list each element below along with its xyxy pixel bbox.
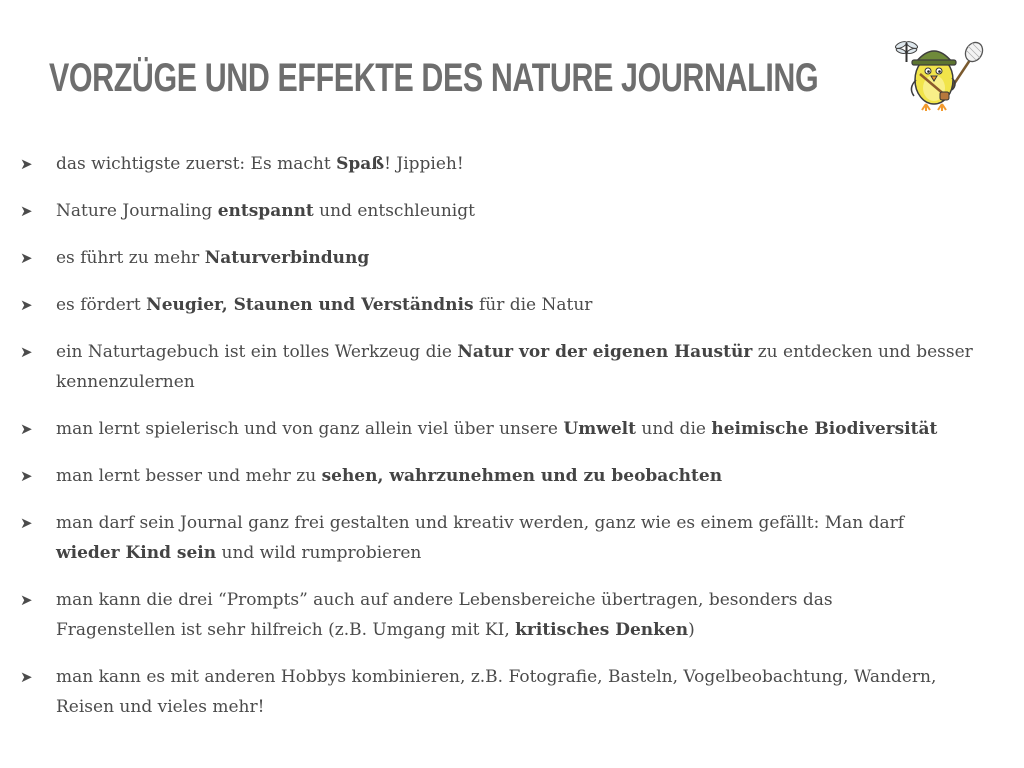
bullet-line (56, 538, 1024, 568)
bullet-line (56, 615, 1024, 645)
arrow-bullet-icon: ➤ (20, 514, 33, 532)
bullet-line (56, 196, 1024, 226)
bullet-item (0, 290, 1024, 320)
bullet-emphasis: sehen, wahrzunehmen und zu beobachten (321, 466, 723, 486)
bullet-text: Nature Journaling (56, 201, 218, 221)
bullet-item (0, 149, 1024, 179)
bullet-list (0, 149, 1024, 739)
bullet-emphasis: entspannt (217, 201, 314, 221)
bullet-text: man kann die drei “Prompts” auch auf andere Lebensbereiche übertragen, besonders das (56, 590, 833, 610)
bullet-item (0, 243, 1024, 273)
bullet-emphasis: kritisches Denken (515, 620, 689, 640)
bullet-line (56, 508, 1024, 538)
bullet-item (0, 414, 1024, 444)
bullet-emphasis: Umwelt (563, 419, 636, 439)
bullet-text: man lernt besser und mehr zu (56, 466, 322, 486)
bullet-line (56, 662, 1024, 692)
bullet-emphasis: heimische Biodiversität (711, 419, 938, 439)
bullet-text: ! Jippieh! (384, 154, 464, 174)
slide-title: VORZÜGE UND EFFEKTE DES NATURE JOURNALING (49, 56, 819, 100)
bullet-line (56, 414, 1024, 444)
bullet-text: für die Natur (473, 295, 593, 315)
bullet-text: man darf sein Journal ganz frei gestalten und kreativ werden, ganz wie es einem gefällt: Man darf (56, 513, 905, 533)
bullet-item (0, 337, 1024, 397)
bullet-text: und entschleunigt (313, 201, 475, 221)
bullet-text: Fragenstellen ist sehr hilfreich (z.B. Umgang mit KI, (56, 620, 516, 640)
bullet-text: Reisen und vieles mehr! (56, 697, 265, 717)
bullet-line (56, 585, 1024, 615)
bullet-text: das wichtigste zuerst: Es macht (56, 154, 337, 174)
bullet-line (56, 337, 1024, 367)
bullet-line (56, 243, 1024, 273)
bullet-line (56, 461, 1024, 491)
bullet-text: und wild rumprobieren (216, 543, 422, 563)
bird-explorer-with-butterfly-net-icon (892, 38, 984, 114)
bullet-item (0, 508, 1024, 568)
arrow-bullet-icon: ➤ (20, 249, 33, 267)
bullet-item (0, 196, 1024, 226)
bullet-line (56, 290, 1024, 320)
arrow-bullet-icon: ➤ (20, 202, 33, 220)
bullet-item (0, 662, 1024, 722)
bullet-item (0, 461, 1024, 491)
bullet-text: man lernt spielerisch und von ganz allein viel über unsere (56, 419, 564, 439)
arrow-bullet-icon: ➤ (20, 420, 33, 438)
bullet-item (0, 585, 1024, 645)
bullet-text: und die (635, 419, 712, 439)
bullet-text: kennenzulernen (56, 372, 195, 392)
bullet-text: zu entdecken und besser (752, 342, 973, 362)
bullet-emphasis: Natur vor der eigenen Haustür (457, 342, 753, 362)
bullet-text: ) (688, 620, 695, 640)
bullet-text: ein Naturtagebuch ist ein tolles Werkzeug die (56, 342, 458, 362)
bullet-emphasis: Neugier, Staunen und Verständnis (146, 295, 474, 315)
bullet-line (56, 367, 1024, 397)
arrow-bullet-icon: ➤ (20, 591, 33, 609)
bullet-emphasis: Spaß (336, 154, 385, 174)
arrow-bullet-icon: ➤ (20, 467, 33, 485)
arrow-bullet-icon: ➤ (20, 343, 33, 361)
bullet-emphasis: wieder Kind sein (56, 543, 217, 563)
bullet-text: es führt zu mehr (56, 248, 205, 268)
arrow-bullet-icon: ➤ (20, 668, 33, 686)
bullet-text: es fördert (56, 295, 147, 315)
bullet-line (56, 692, 1024, 722)
arrow-bullet-icon: ➤ (20, 296, 33, 314)
arrow-bullet-icon: ➤ (20, 155, 33, 173)
bullet-line (56, 149, 1024, 179)
bullet-emphasis: Naturverbindung (204, 248, 370, 268)
bullet-text: man kann es mit anderen Hobbys kombinieren, z.B. Fotografie, Basteln, Vogelbeobachtung, Wandern, (56, 667, 937, 687)
